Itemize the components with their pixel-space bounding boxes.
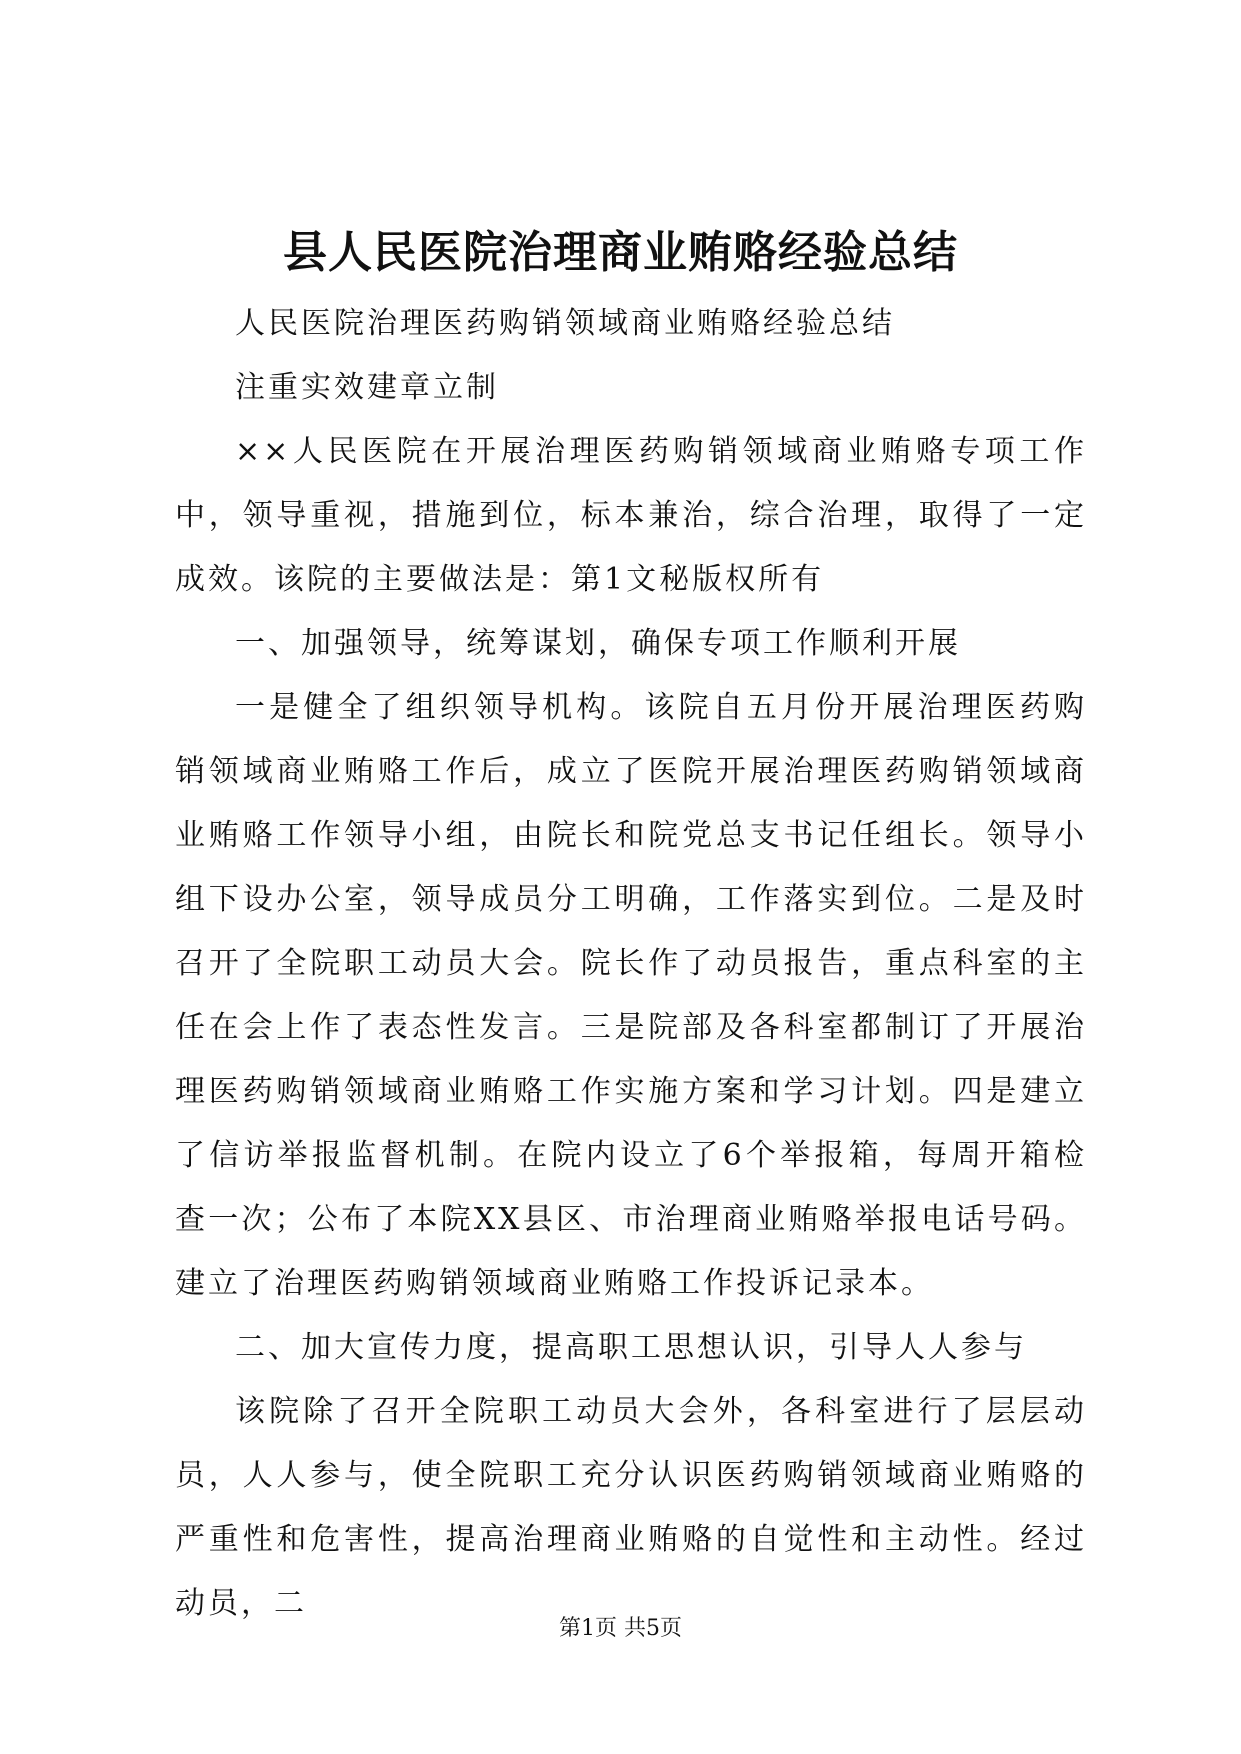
- paragraph-subtitle: 人民医院治理医药购销领域商业贿赂经验总结: [235, 306, 895, 341]
- paragraph-section-1: 一是健全了组织领导机构。该院自五月份开展治理医药购销领域商业贿赂工作后，成立了医院开展治理医药购销领域商业贿赂工作领导小组，由院长和院党总支书记任组长。领导小组下设办公室，领导成员分工明确，工作落实到位。二是及时召开了全院职工动员大会。院长作了动员报告，重点科室的主任在会上作了表态性发言。三是院部及各科室都制订了开展治理医药购销领域商业贿赂工作实施方案和学习计划。四是建立了信访举报监督机制。在院内设立了6个举报箱，每周开箱检查一次；公布了本院XX县区、市治理商业贿赂举报电话号码。建立了治理医药购销领域商业贿赂工作投诉记录本。: [175, 690, 1087, 1301]
- paragraph-heading: 注重实效建章立制: [235, 370, 499, 405]
- paragraph-intro: ××人民医院在开展治理医药购销领域商业贿赂专项工作中，领导重视，措施到位，标本兼治，综合治理，取得了一定成效。该院的主要做法是：第1文秘版权所有: [175, 434, 1087, 597]
- paragraph-section-2: 该院除了召开全院职工动员大会外，各科室进行了层层动员，人人参与，使全院职工充分认识医药购销领域商业贿赂的严重性和危害性，提高治理商业贿赂的自觉性和主动性。经过动员，二: [175, 1394, 1087, 1621]
- page-footer: 第1页 共5页: [559, 1616, 682, 1641]
- section-heading-2: 二、加大宣传力度，提高职工思想认识，引导人人参与: [235, 1330, 1027, 1365]
- document-title: 县人民医院治理商业贿赂经验总结: [283, 227, 958, 278]
- section-heading-1: 一、加强领导，统筹谋划，确保专项工作顺利开展: [235, 626, 961, 661]
- document-body: [175, 292, 1087, 1636]
